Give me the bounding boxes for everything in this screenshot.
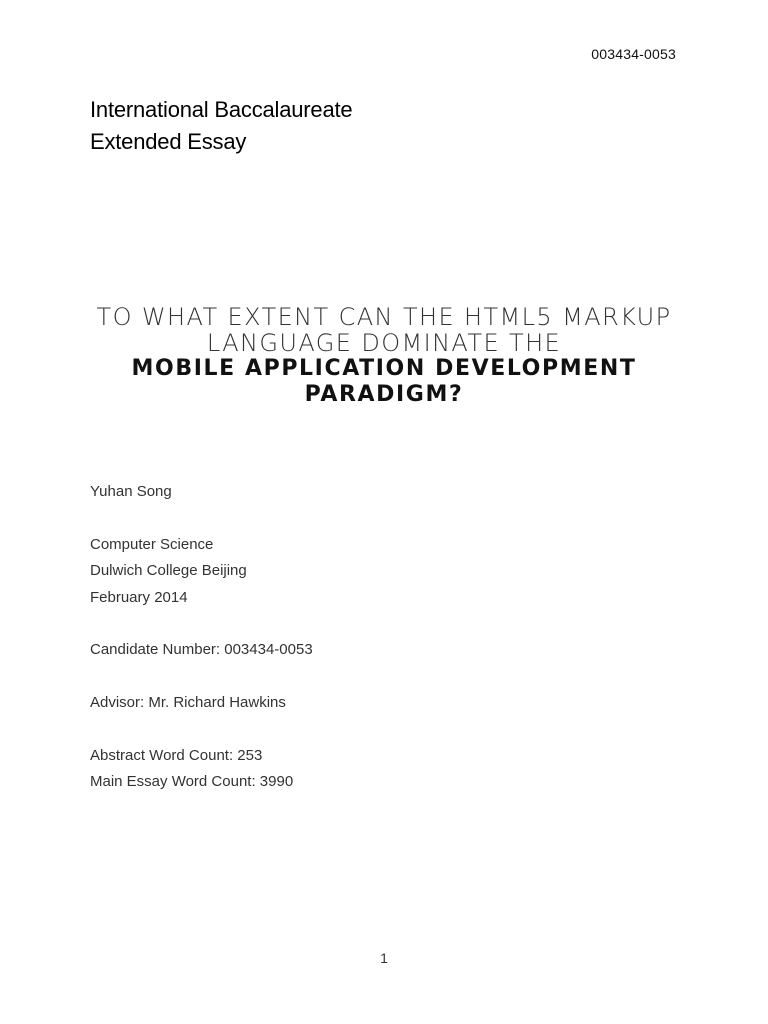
author-name: Yuhan Song [90,483,172,500]
candidate-number: Candidate Number: 003434-0053 [90,641,313,659]
title-bold-line-1: MOBILE APPLICATION DEVELOPMENT [131,356,637,381]
spacer [90,664,313,690]
title-light-line-2: LANGUAGE DOMINATE THE [206,329,562,357]
title-bold-line-2: PARADIGM? [304,382,464,407]
organization-line-1: International Baccalaureate [90,97,353,122]
abstract-word-count: Abstract Word Count: 253 [90,746,263,764]
organization-heading [90,94,352,158]
title-light-line-1: TO WHAT EXTENT CAN THE HTML5 MARKUP [96,303,672,331]
subject: Computer Science [90,535,214,553]
spacer [90,505,313,531]
page-number: 1 [380,950,388,966]
spacer [90,611,313,637]
school: Dulwich College Beijing [90,562,247,580]
advisor: Advisor: Mr. Richard Hawkins [90,694,286,712]
essay-title [64,304,704,408]
date: February 2014 [90,588,188,606]
spacer [90,717,313,743]
header-candidate-id: 003434-0053 [591,46,676,62]
organization-line-2: Extended Essay [90,129,247,154]
essay-details [90,479,313,796]
main-essay-word-count: Main Essay Word Count: 3990 [90,773,294,791]
